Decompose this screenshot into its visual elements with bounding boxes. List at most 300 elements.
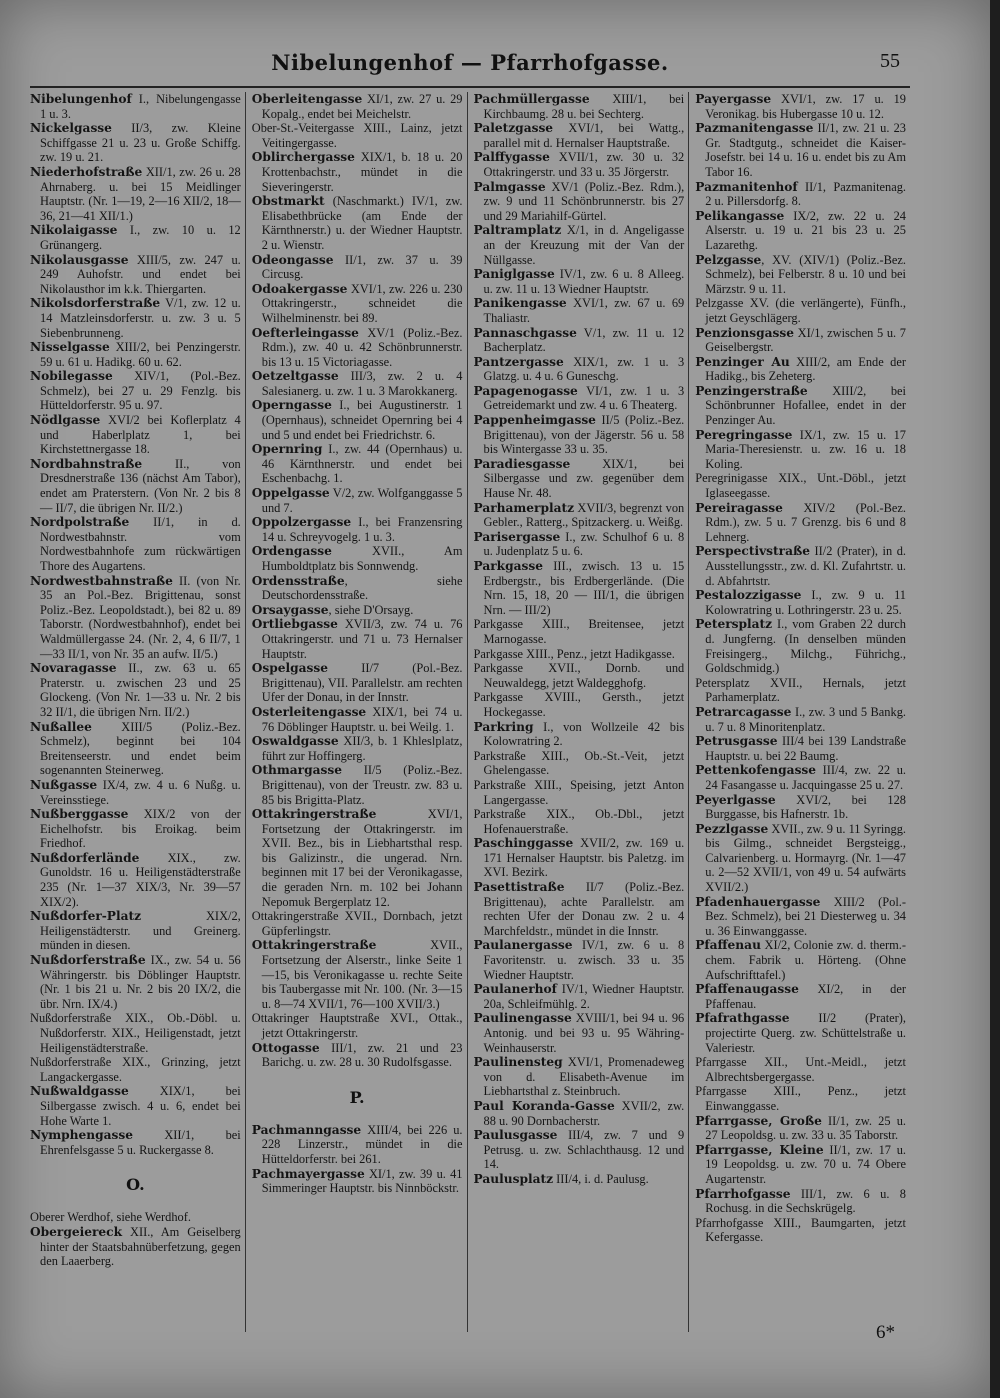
entry-text: XVII., Fortsetzung der Alserstr., linke Seite 1—15, bis Veronikagasse u. rechte Seite bis Taubergasse mit Nr. 100. (Nr. 3—15 u. 8—74 XVII/1, 76—100 XVII/3.) xyxy=(261,938,463,1011)
directory-entry xyxy=(252,194,463,252)
entry-text: XVI/1, Promenadeweg von d. Elisabeth-Avenue im Liebhartsthal z. Steinbruch. xyxy=(483,1055,685,1099)
entry-text: I., bei Franzensring 14 u. Schreyvogelg. 1 u. 3. xyxy=(261,515,463,544)
signature-mark: 6* xyxy=(876,1322,895,1343)
entry-text: Nußdorferstraße XIX., Grinzing, jetzt Langackergasse. xyxy=(30,1055,241,1084)
entry-text: XVII., Am Humboldtplatz bis Sonnwendg. xyxy=(261,544,463,573)
entry-headword: Oetzeltgasse xyxy=(251,369,339,384)
entry-headword: Pasettistraße xyxy=(473,880,565,895)
entry-text: XIX/1, zw. 1 u. 3 Glatzg. u. 4 u. 6 Guneschg. xyxy=(483,354,685,384)
entry-headword: Pfarrgasse, Kleine xyxy=(695,1142,824,1157)
entry-text: II/1, in d. Nordwestbahnstr. vom Nordwestbahnhofe zum rückwärtigen Thore des Augartens. xyxy=(40,515,241,573)
directory-entry xyxy=(695,705,906,734)
directory-entry xyxy=(474,413,685,457)
entry-headword: Paulusplatz xyxy=(473,1171,554,1186)
entry-text: XII/3, b. 1 Khleslplatz, führt zur Hoffingerg. xyxy=(261,734,463,763)
directory-entry xyxy=(474,778,685,807)
entry-text: XVI/1, Fortsetzung der Ottakringerstr. im XVII. Bez., bis in Liebhartsthal resp. bis Galizinstr., die ungerad. Nrn. beginnen mit 17 bei der Veronikagasse, die geraden Nrn. m. 102 bei Johann Nepomuk Bergerplatz 12. xyxy=(261,807,463,909)
directory-entry xyxy=(695,1143,906,1187)
entry-headword: Palmgasse xyxy=(473,179,546,194)
running-title: Nibelungenhof — Pfarrhofgasse. xyxy=(271,50,669,75)
directory-entry xyxy=(695,384,906,428)
entry-text: IX., zw. 54 u. 56 Währingerstr. bis Döblinger Hauptstr. (Nr. 1 bis 21 u. Nr. 2 bis 20 IX/2, die übr. Nrn. IX/4.) xyxy=(40,953,241,1011)
directory-entry xyxy=(695,1011,906,1055)
entry-text: XIV/1, (Pol.-Bez. Schmelz), bei 27 u. 29 Fenzlg. bis Hütteldorferstr. 95 u. 97. xyxy=(40,369,241,413)
entry-headword: Oppolzergasse xyxy=(251,515,352,530)
column-4 xyxy=(695,92,910,1332)
entry-text: II/3, zw. Kleine Schiffgasse 21 u. 23 u. Große Schiffg. zw. 19 u. 21. xyxy=(40,121,241,165)
entry-text: XIII/2, bei Schönbrunner Hofallee, endet in der Penzinger Au. xyxy=(705,383,906,428)
entry-text: III., zwisch. 13 u. 15 Erdbergstr., bis Erdbergerlände. (Die Nrn. 15, 18, 20 — III/1, die übrigen Nrn. — III/2) xyxy=(483,559,685,617)
directory-entry xyxy=(252,92,463,121)
entry-headword: Nikolaigasse xyxy=(30,223,118,238)
entry-text: Peregrinigasse XIX., Unt.-Döbl., jetzt Iglaseegasse. xyxy=(695,471,906,501)
directory-entry xyxy=(252,121,463,150)
column-2 xyxy=(252,92,468,1332)
entry-text: XV/1 (Poliz.-Bez. Rdm.), zw. 40 u. 42 Schönbrunnerstr. bis 13 u. 15 Victoriagasse. xyxy=(261,325,463,369)
entry-headword: Ottakringerstraße xyxy=(251,807,377,822)
entry-text: XIII/2 (Pol.-Bez. Schmelz), bei 21 Diesterweg u. 34 u. 36 Einwanggasse. xyxy=(705,894,906,938)
directory-entry xyxy=(474,384,685,413)
entry-headword: Oppelgasse xyxy=(251,486,330,501)
entry-headword: Nikolsdorferstraße xyxy=(30,296,161,311)
entry-text: II/5 (Poliz.-Bez. Brigittenau), von der Treustr. zw. 83 u. 85 bis Brigitta-Platz. xyxy=(261,763,463,807)
directory-entry xyxy=(474,559,685,617)
entry-headword: Pappenheimgasse xyxy=(473,413,596,428)
entry-headword: Petersplatz xyxy=(695,617,773,632)
columns xyxy=(30,92,910,1332)
directory-entry xyxy=(474,617,685,646)
directory-entry xyxy=(30,953,241,1011)
directory-entry xyxy=(30,851,241,909)
directory-entry xyxy=(252,150,463,194)
entry-headword: Petrarcagasse xyxy=(695,704,792,719)
entry-text: II/1, zw. 17 u. 19 Leopoldsg. u. zw. 70 u. 74 Obere Augartenstr. xyxy=(705,1142,906,1186)
entry-headword: Penzingerstraße xyxy=(695,383,808,398)
entry-headword: Paulinensteg xyxy=(473,1055,563,1070)
directory-entry xyxy=(695,428,906,472)
entry-text: , XV. (XIV/1) (Poliz.-Bez. Schmelz), bei Felberstr. 8 u. 10 und bei Märzstr. 9 u. 11. xyxy=(705,252,906,296)
entry-headword: Pfarrgasse, Große xyxy=(695,1113,822,1128)
directory-entry xyxy=(474,150,685,179)
entry-headword: Papagenogasse xyxy=(473,383,578,398)
entry-headword: Pereiragasse xyxy=(695,500,783,515)
entry-text: III/4 bei 139 Landstraße Hauptstr. u. bei 22 Baumg. xyxy=(705,734,906,763)
directory-entry xyxy=(695,938,906,982)
directory-entry xyxy=(474,807,685,836)
directory-entry xyxy=(474,1055,685,1099)
entry-text: XVI/2, bei 128 Burggasse, bis Hafnerstr. 1b. xyxy=(705,792,906,822)
directory-entry xyxy=(30,778,241,807)
directory-entry xyxy=(695,501,906,545)
entry-headword: Penzinger Au xyxy=(695,354,790,369)
entry-headword: Osterleitengasse xyxy=(251,704,367,719)
entry-headword: Oefterleingasse xyxy=(251,325,359,340)
directory-entry xyxy=(252,1041,463,1070)
directory-entry xyxy=(252,253,463,282)
directory-entry xyxy=(474,180,685,224)
entry-text: XIX/1, bei Silbergasse und zw. gegenüber dem Hause Nr. 48. xyxy=(483,456,685,501)
directory-entry xyxy=(474,749,685,778)
entry-text: II/5 (Poliz.-Bez. Brigittenau), von der Jägerstr. 56 u. 58 bis Wintergasse 33 u. 35. xyxy=(483,413,685,457)
entry-headword: Pfaffenaugasse xyxy=(695,982,799,997)
entry-text: III/4, zw. 7 und 9 Petrusg. u. zw. Schlachthausg. 12 und 14. xyxy=(483,1128,685,1172)
entry-text: II/7 (Pol.-Bez. Brigittenau), VII. Parallelstr. am rechten Ufer der Donau, in der Innstr. xyxy=(261,661,463,705)
entry-text: (Naschmarkt.) IV/1, zw. Elisabethbrücke (am Ende der Kärnthnerstr.) u. der Wiedner Hauptstr. 2 u. Wienstr. xyxy=(261,194,463,252)
directory-entry xyxy=(474,720,685,749)
entry-headword: Petrusgasse xyxy=(695,734,778,749)
page-header xyxy=(40,50,900,86)
entry-headword: Paschinggasse xyxy=(473,836,574,851)
directory-entry xyxy=(30,1011,241,1055)
directory-entry xyxy=(474,690,685,719)
entry-text: III/3, zw. 2 u. 4 Salesianerg. u. zw. 1 u. 3 Marokkanerg. xyxy=(261,369,463,398)
entry-text: XIII/5 (Poliz.-Bez. Schmelz), beginnt bei 104 Breitenseerstr. und endet beim sogenannten Steinerweg. xyxy=(40,719,241,778)
entry-text: III/1, zw. 6 u. 8 Rochusg. in die Sechskrügelg. xyxy=(705,1186,906,1216)
entry-headword: Pelikangasse xyxy=(695,208,785,223)
entry-headword: Nußallee xyxy=(30,719,92,734)
directory-entry xyxy=(30,92,241,121)
directory-entry xyxy=(252,661,463,705)
directory-entry xyxy=(474,938,685,982)
entry-text: Pfarrgasse XII., Unt.-Meidl., jetzt Albrechtsbergergasse. xyxy=(695,1055,906,1084)
entry-text: XV/1 (Poliz.-Bez. Rdm.), zw. 9 und 11 Schönbrunnerstr. bis 27 und 29 Mariahilf-Gürtel. xyxy=(483,179,685,223)
entry-text: XIX/1, b. 18 u. 20 Krottenbachstr., mündet in die Sieveringerstr. xyxy=(261,150,463,194)
entry-headword: Peyerlgasse xyxy=(695,792,776,807)
entry-text: XIII/2, am Ende der Hadikg., bis Zeheterg. xyxy=(705,354,907,384)
entry-text: XIX/1, bei 74 u. 76 Döblinger Hauptstr. u. bei Weilg. 1. xyxy=(261,704,463,734)
entry-headword: Orsaygasse xyxy=(251,602,329,617)
directory-entry xyxy=(252,909,463,938)
entry-headword: Nymphengasse xyxy=(30,1128,134,1143)
directory-entry xyxy=(30,807,241,851)
section-letter: O. xyxy=(126,1175,145,1195)
entry-headword: Oblirchergasse xyxy=(251,150,355,165)
entry-text: Parkgasse XVIII., Gersth., jetzt Hockegasse. xyxy=(473,690,685,719)
entry-headword: Pfarrhofgasse xyxy=(695,1186,791,1201)
entry-text: , siehe Deutschordensstraße. xyxy=(261,573,463,603)
entry-headword: Nußdorferlände xyxy=(30,850,140,865)
entry-text: II/2 (Prater), in d. Ausstellungsstr., zw. d. Kl. Zufahrtstr. u. d. Abfahrtstr. xyxy=(705,544,906,588)
entry-text: XIV/2 (Pol.-Bez. Rdm.), zw. 5 u. 7 Grenzg. bis 6 und 8 Lehnerg. xyxy=(705,500,906,544)
entry-headword: Obergeiereck xyxy=(30,1224,123,1239)
entry-text: II., von Dresdnerstraße 136 (nächst Am Tabor), endet am Praterstern. (Von Nr. 2 bis 8 — II/7, die übrigen Nr. II/2.) xyxy=(40,456,241,515)
directory-entry xyxy=(474,296,685,325)
entry-headword: Nickelgasse xyxy=(30,121,112,136)
entry-headword: Obstmarkt xyxy=(251,194,325,209)
entry-headword: Paletzgasse xyxy=(473,121,554,136)
directory-entry xyxy=(30,1084,241,1128)
entry-headword: Peregringasse xyxy=(695,427,793,442)
entry-text: III/4, zw. 22 u. 24 Fasangasse u. Jacquingasse 25 u. 27. xyxy=(705,763,906,792)
directory-entry xyxy=(252,486,463,515)
entry-text: XVI/1, zw. 226 u. 230 Ottakringerstr., schneidet die Wilhelminenstr. bei 89. xyxy=(261,281,463,325)
directory-entry xyxy=(695,1055,906,1084)
entry-text: Parkgasse XVII., Dornb. und Neuwaldegg, jetzt Waldegghofg. xyxy=(473,661,685,690)
directory-entry xyxy=(30,369,241,413)
entry-text: XI/1, zwischen 5 u. 7 Geiselbergstr. xyxy=(705,325,906,355)
entry-headword: Nödlgasse xyxy=(30,413,101,428)
column-3 xyxy=(474,92,690,1332)
entry-headword: Paulinengasse xyxy=(473,1011,572,1026)
directory-entry xyxy=(474,92,685,121)
entry-text: XIII/4, bei 226 u. 228 Linzerstr., mündet in die Hütteldorferstr. bei 261. xyxy=(261,1122,463,1166)
entry-headword: Pannaschgasse xyxy=(473,325,577,340)
entry-headword: Ortliebgasse xyxy=(251,617,338,632)
entry-text: XII/1, bei Ehrenfelsgasse 5 u. Ruckergasse 8. xyxy=(40,1128,241,1157)
entry-text: Parkstraße XIX., Ob.-Dbl., jetzt Hofenauerstraße. xyxy=(473,807,685,836)
directory-entry xyxy=(30,457,241,515)
entry-headword: Pestalozzigasse xyxy=(695,588,802,603)
directory-entry xyxy=(30,515,241,573)
directory-entry xyxy=(695,1187,906,1216)
entry-text: I., zw. 3 und 5 Bankg. u. 7 u. 8 Minoritenplatz. xyxy=(705,704,906,734)
directory-entry xyxy=(474,1099,685,1128)
directory-entry xyxy=(695,676,906,705)
entry-text: IX/4, zw. 4 u. 6 Nußg. u. Vereinsstiege. xyxy=(40,777,241,807)
directory-entry xyxy=(474,121,685,150)
directory-entry xyxy=(695,763,906,792)
directory-entry xyxy=(474,355,685,384)
entry-text: XVII/2, zw. 169 u. 171 Hernalser Hauptstr. bis Paletzg. im XVI. Bezirk. xyxy=(483,836,685,880)
entry-headword: Parhamerplatz xyxy=(473,500,575,515)
directory-entry xyxy=(30,574,241,662)
scan-edge xyxy=(990,0,1000,1398)
entry-headword: Pachmanngasse xyxy=(251,1122,362,1137)
entry-text: XII/1, zw. 26 u. 28 Ahrnaberg. u. bei 15 Meidlinger Hauptstr. (Nr. 1—19, 2—16 XII/2, 18—36, 21—41 XII/1.) xyxy=(40,164,241,223)
entry-text: Oberer Werdhof, siehe Werdhof. xyxy=(30,1210,191,1225)
directory-entry xyxy=(695,793,906,822)
entry-headword: Paulanergasse xyxy=(473,938,573,953)
entry-headword: Ospelgasse xyxy=(251,661,329,676)
entry-headword: Nordpolstraße xyxy=(30,515,130,530)
entry-text: Parkstraße XIII., Ob.-St.-Veit, jetzt Ghelengasse. xyxy=(473,748,685,778)
entry-headword: Nikolausgasse xyxy=(30,252,129,267)
entry-text: III/4, i. d. Paulusg. xyxy=(553,1171,649,1186)
entry-text: II/7 (Poliz.-Bez. Brigittenau), achte Parallelstr. am rechten Ufer der Donau zw. 2 u. 4 Marchfeldstr., mündet in die Innstr. xyxy=(483,880,685,938)
directory-entry xyxy=(30,1055,241,1084)
entry-text: XVI/2 bei Koflerplatz 4 und Haberlplatz 1, bei Kirchstettnergasse 18. xyxy=(40,413,241,457)
entry-headword: Nußgasse xyxy=(30,777,98,792)
directory-entry xyxy=(695,209,906,253)
entry-text: V/2, zw. Wolfganggasse 5 und 7. xyxy=(261,486,463,515)
directory-entry xyxy=(695,296,906,325)
entry-headword: Parkring xyxy=(473,719,534,734)
entry-headword: Paul Koranda-Gasse xyxy=(473,1098,615,1113)
directory-entry xyxy=(252,617,463,661)
entry-text: XIX/2, Heiligenstädterstr. und Greinerg. münden in diesen. xyxy=(40,909,241,953)
entry-headword: Nobilegasse xyxy=(30,369,113,384)
directory-entry xyxy=(474,530,685,559)
entry-text: II/1, zw. 25 u. 27 Leopoldsg. u. zw. 33 u. 35 Taborstr. xyxy=(705,1113,906,1143)
directory-entry xyxy=(252,734,463,763)
entry-text: Petersplatz XVII., Hernals, jetzt Parhamerplatz. xyxy=(695,675,906,705)
column-1 xyxy=(30,92,246,1332)
directory-entry xyxy=(30,1225,241,1269)
entry-text: Ottakringer Hauptstraße XVI., Ottak., jetzt Ottakringerstr. xyxy=(251,1011,463,1040)
entry-text: V/1, zw. 12 u. 14 Matzleinsdorferstr. u. zw. 3 u. 5 Siebenbrunneng. xyxy=(40,296,241,340)
entry-text: IV/1, zw. 6 u. 8 Alleeg. u. zw. 11 u. 13 Wiedner Hauptstr. xyxy=(483,267,685,296)
entry-text: Pfarrgasse XIII., Penz., jetzt Einwanggasse. xyxy=(695,1084,906,1113)
entry-headword: Odoakergasse xyxy=(251,281,348,296)
entry-headword: Penzionsgasse xyxy=(695,325,794,340)
entry-text: XVII/3, zw. 74 u. 76 Ottakringerstr. und 71 u. 73 Hernalser Hauptstr. xyxy=(261,617,463,661)
directory-entry xyxy=(30,1210,241,1225)
entry-headword: Pazmanitengasse xyxy=(695,121,814,136)
directory-entry xyxy=(252,938,463,1011)
entry-headword: Paltramplatz xyxy=(473,223,562,238)
entry-headword: Pelzgasse xyxy=(695,252,762,267)
entry-text: XVI/1, bei Wattg., parallel mit d. Hernalser Hauptstraße. xyxy=(483,121,685,150)
directory-entry xyxy=(474,457,685,501)
directory-entry xyxy=(252,326,463,370)
entry-headword: Panikengasse xyxy=(473,296,567,311)
entry-headword: Nibelungenhof xyxy=(30,92,132,106)
entry-headword: Paulanerhof xyxy=(473,982,557,997)
entry-headword: Nußwaldgasse xyxy=(30,1084,129,1099)
directory-entry xyxy=(474,661,685,690)
directory-entry xyxy=(474,1011,685,1055)
entry-headword: Pazmanitenhof xyxy=(695,179,798,194)
entry-text: XVII/1, zw. 30 u. 32 Ottakringerstr. und 33 u. 35 Jörgerstr. xyxy=(483,150,685,179)
entry-headword: Pfafrathgasse xyxy=(695,1011,790,1026)
entry-headword: Niederhofstraße xyxy=(30,164,143,179)
entry-headword: Novaragasse xyxy=(30,661,117,676)
entry-text: XIII/5, zw. 247 u. 249 Auhofstr. und endet bei Nikolausthor im k.k. Thiergarten. xyxy=(40,252,241,296)
entry-text: Ober-St.-Veitergasse XIII., Lainz, jetzt Veitingergasse. xyxy=(251,121,463,150)
entry-text: I., zw. Schulhof 6 u. 8 u. Judenplatz 5 u. 6. xyxy=(483,529,685,559)
entry-headword: Pfadenhauergasse xyxy=(695,894,821,909)
entry-text: Parkstraße XIII., Speising, jetzt Anton Langergasse. xyxy=(473,777,685,807)
directory-entry xyxy=(252,603,463,618)
entry-headword: Nußdorfer-Platz xyxy=(30,909,142,924)
directory-entry xyxy=(30,720,241,778)
directory-entry xyxy=(474,501,685,530)
entry-headword: Nußberggasse xyxy=(30,807,129,822)
entry-headword: Nordwestbahnstraße xyxy=(30,573,173,588)
directory-entry xyxy=(252,1123,463,1167)
directory-entry xyxy=(474,223,685,267)
directory-entry xyxy=(252,807,463,909)
entry-text: II/1, zw. 21 u. 23 Gr. Stadtgutg., schneidet die Kaiser-Josefstr. bei 14 u. 16 u. endet bis zu Am Tabor 16. xyxy=(705,121,906,179)
entry-headword: Opernring xyxy=(251,442,323,457)
page-number: 55 xyxy=(880,50,900,72)
entry-headword: Parisergasse xyxy=(473,529,561,544)
directory-entry xyxy=(695,734,906,763)
directory-entry xyxy=(252,398,463,442)
entry-text: XVII/2, zw. 88 u. 90 Dornbacherstr. xyxy=(483,1098,685,1128)
directory-entry xyxy=(252,1167,463,1196)
entry-headword: Oswaldgasse xyxy=(251,734,339,749)
entry-text: Pfarrhofgasse XIII., Baumgarten, jetzt Kefergasse. xyxy=(695,1215,906,1245)
directory-entry xyxy=(30,661,241,719)
entry-text: XII., Am Geiselberg hinter der Staatsbahnüberfetzung, gegen den Laaerberg. xyxy=(40,1224,241,1269)
entry-text: II/1, Pazmanitenag. 2 u. Pillersdorfg. 8. xyxy=(705,179,906,209)
entry-headword: Paulusgasse xyxy=(473,1128,558,1143)
section-letter: P. xyxy=(349,1087,365,1107)
directory-entry xyxy=(30,121,241,165)
entry-headword: Odeongasse xyxy=(251,252,334,267)
directory-entry xyxy=(30,413,241,457)
entry-headword: Ordensstraße xyxy=(251,573,345,588)
entry-headword: Paradiesgasse xyxy=(473,456,571,471)
entry-text: IV/1, Wiedner Hauptstr. 20a, Schleifmühlg. 2. xyxy=(483,982,685,1011)
directory-entry xyxy=(474,647,685,662)
entry-headword: Pezzlgasse xyxy=(695,821,769,836)
entry-headword: Pettenkofengasse xyxy=(695,763,817,778)
entry-headword: Ordengasse xyxy=(251,544,332,559)
entry-headword: Pfaffenau xyxy=(695,938,761,953)
entry-text: IV/1, zw. 6 u. 8 Favoritenstr. u. zwisch. 33 u. 35 Wiedner Hauptstr. xyxy=(483,938,685,982)
directory-entry xyxy=(695,180,906,209)
entry-text: XIII/1, bei Kirchbaumg. 28 u. bei Sechterg. xyxy=(483,92,685,121)
directory-entry xyxy=(474,982,685,1011)
entry-text: X/1, in d. Angeligasse an der Kreuzung mit der Van der Nüllgasse. xyxy=(483,223,685,267)
entry-text: I., zw. 9 u. 11 Kolowratring u. Lothringerstr. 23 u. 25. xyxy=(705,588,906,617)
directory-entry xyxy=(695,326,906,355)
directory-entry xyxy=(474,267,685,296)
entry-text: XI/2, Colonie zw. d. therm.-chem. Fabrik u. Hörteng. (Ohne Aufschrifttafel.) xyxy=(705,938,906,982)
entry-text: Pelzgasse XV. (die verlängerte), Fünfh., jetzt Geyschlägerg. xyxy=(695,296,906,325)
header-rule xyxy=(30,86,910,88)
directory-entry xyxy=(695,982,906,1011)
directory-entry xyxy=(695,121,906,179)
entry-text: Ottakringerstraße XVII., Dornbach, jetzt Güpferlingstr. xyxy=(251,909,463,938)
entry-text: Nußdorferstraße XIX., Ob.-Döbl. u. Nußdorferstr. XIX., Heiligenstadt, jetzt Heiligenstädterstraße. xyxy=(30,1011,241,1055)
entry-text: I., von Wollzeile 42 bis Kolowratring 2. xyxy=(483,719,685,749)
directory-entry xyxy=(695,1114,906,1143)
directory-entry xyxy=(695,588,906,617)
directory-entry xyxy=(695,617,906,675)
entry-text: II/2 (Prater), projectirte Querg. zw. Schüttelstraße u. Valeriestr. xyxy=(705,1011,906,1055)
entry-text: XI/1, zw. 27 u. 29 Kopalg., endet bei Meichelstr. xyxy=(261,92,463,121)
entry-text: I., vom Graben 22 durch d. Jungferng. (In denselben münden Freisingerg., Milchg., Führichg., Goldschmidg.) xyxy=(705,617,906,676)
entry-text: II. (von Nr. 35 an Pol.-Bez. Brigittenau, sonst Poliz.-Bez. Leopoldstadt.), bei 82 u. 89 Taborstr. (Nordwestbahnhof), endet bei Waldmüllergasse 24. (Nr. 2, 4, 6 II/7, 1—33 II/1, von Nr. 35 an aufw. II/5.) xyxy=(40,573,241,661)
entry-text: II/1, zw. 37 u. 39 Circusg. xyxy=(261,252,463,282)
directory-entry xyxy=(30,223,241,252)
entry-text: V/1, zw. 11 u. 12 Bacherplatz. xyxy=(483,325,685,355)
entry-headword: Pachmüllergasse xyxy=(473,92,590,106)
entry-headword: Pachmayergasse xyxy=(251,1166,365,1181)
directory-entry xyxy=(695,355,906,384)
entry-headword: Pantzergasse xyxy=(473,354,564,369)
entry-headword: Nordbahnstraße xyxy=(30,456,143,471)
entry-headword: Nußdorferstraße xyxy=(30,953,146,968)
entry-text: IX/2, zw. 22 u. 24 Alserstr. u. 19 u. 21 bis 23 u. 25 Lazarethg. xyxy=(705,208,906,252)
entry-text: XI/2, in der Pfaffenau. xyxy=(705,982,906,1011)
entry-text: XIX., zw. Gunoldstr. 16 u. Heiligenstädterstraße 235 (Nr. 1—37 XIX/3, Nr. 39—57 XIX/2). xyxy=(40,850,241,909)
directory-entry xyxy=(252,442,463,486)
directory-entry xyxy=(30,253,241,297)
directory-entry xyxy=(695,1216,906,1245)
directory-entry xyxy=(30,909,241,953)
entry-text: II., zw. 63 u. 65 Praterstr. u. zwischen 23 und 25 Glockeng. (Von Nr. 1—33 u. Nr. 2 bis 32 II/1, die übrigen Nrn. II/2.) xyxy=(40,661,241,719)
entry-headword: Paniglgasse xyxy=(473,267,555,282)
directory-entry xyxy=(252,544,463,573)
directory-entry xyxy=(30,296,241,340)
directory-entry xyxy=(252,763,463,807)
entry-text: XIII/2, bei Penzingerstr. 59 u. 61 u. Hadikg. 60 u. 62. xyxy=(40,340,241,369)
entry-text: , siehe D'Orsayg. xyxy=(328,602,414,617)
directory-entry xyxy=(695,822,906,895)
directory-entry xyxy=(252,1011,463,1040)
directory-entry xyxy=(30,165,241,223)
entry-headword: Perspectivstraße xyxy=(695,544,810,559)
entry-text: XVII., zw. 9 u. 11 Syringg. bis Gilmg., schneidet Bergsteigg., Calvarienberg. u. Hormayrg. (Nr. 1—47 u. 2—52 XVII/1, von 49 u. 54 aufwärts XVII/2.) xyxy=(705,821,906,895)
directory-entry xyxy=(695,1084,906,1113)
entry-headword: Ottogasse xyxy=(251,1040,320,1055)
entry-text: XVI/1, zw. 17 u. 19 Veronikag. bis Hubergasse 10 u. 12. xyxy=(705,92,906,121)
directory-entry xyxy=(252,574,463,603)
